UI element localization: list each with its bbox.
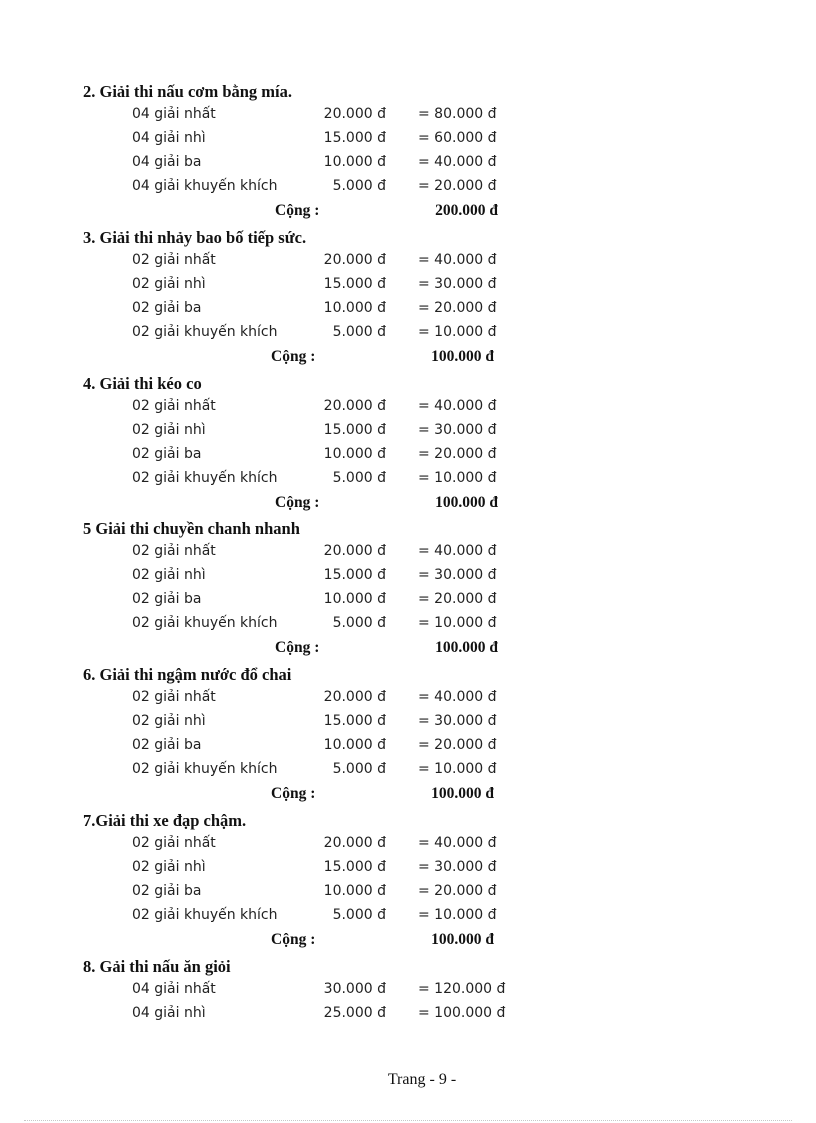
prize-unit-amount: 15.000 đ — [323, 422, 386, 438]
prize-subtotal: = 30.000 đ — [418, 859, 497, 875]
prize-subtotal: = 40.000 đ — [418, 689, 497, 705]
prize-label: 02 giải nhì — [132, 859, 206, 875]
prize-subtotal: = 40.000 đ — [418, 398, 497, 414]
prize-subtotal: = 20.000 đ — [418, 737, 497, 753]
prize-unit-amount: 10.000 đ — [323, 591, 386, 607]
prize-row — [0, 398, 816, 422]
prize-subtotal: = 30.000 đ — [418, 713, 497, 729]
prize-row — [0, 567, 816, 591]
prize-subtotal: = 40.000 đ — [418, 543, 497, 559]
prize-unit-amount: 15.000 đ — [323, 276, 386, 292]
prize-row — [0, 859, 816, 883]
prize-row — [0, 835, 816, 859]
prize-label: 04 giải nhất — [132, 981, 216, 997]
prize-unit-amount: 5.000 đ — [332, 470, 386, 486]
prize-unit-amount: 20.000 đ — [323, 543, 386, 559]
page-bottom-divider — [24, 1120, 792, 1121]
prize-label: 02 giải ba — [132, 883, 202, 899]
section-heading: 2. Giải thi nấu cơm bằng mía. — [83, 82, 292, 101]
prize-row — [0, 130, 816, 154]
total-value: 100.000 đ — [431, 348, 494, 365]
prize-subtotal: = 10.000 đ — [418, 761, 497, 777]
prize-label: 02 giải ba — [132, 300, 202, 316]
page-footer — [0, 1071, 816, 1089]
prize-label: 04 giải nhì — [132, 130, 206, 146]
prize-unit-amount: 20.000 đ — [323, 252, 386, 268]
prize-label: 02 giải nhì — [132, 567, 206, 583]
section-total — [0, 494, 816, 518]
prize-label: 02 giải nhất — [132, 398, 216, 414]
total-label: Cộng : — [271, 348, 316, 365]
section-heading: 8. Gải thi nấu ăn giỏi — [83, 957, 231, 976]
prize-unit-amount: 20.000 đ — [323, 835, 386, 851]
prize-subtotal: = 10.000 đ — [418, 907, 497, 923]
section-total — [0, 639, 816, 663]
prize-row — [0, 591, 816, 615]
prize-label: 04 giải khuyến khích — [132, 178, 278, 194]
prize-label: 02 giải ba — [132, 591, 202, 607]
prize-label: 02 giải nhất — [132, 835, 216, 851]
prize-row — [0, 324, 816, 348]
section-total — [0, 931, 816, 955]
prize-label: 02 giải khuyến khích — [132, 470, 278, 486]
total-label: Cộng : — [271, 931, 316, 948]
prize-row — [0, 252, 816, 276]
prize-label: 04 giải nhất — [132, 106, 216, 122]
prize-subtotal: = 10.000 đ — [418, 324, 497, 340]
prize-unit-amount: 15.000 đ — [323, 567, 386, 583]
prize-unit-amount: 20.000 đ — [323, 689, 386, 705]
prize-subtotal: = 20.000 đ — [418, 178, 497, 194]
prize-subtotal: = 60.000 đ — [418, 130, 497, 146]
prize-unit-amount: 15.000 đ — [323, 859, 386, 875]
prize-row — [0, 422, 816, 446]
prize-subtotal: = 30.000 đ — [418, 567, 497, 583]
prize-unit-amount: 5.000 đ — [332, 615, 386, 631]
prize-label: 04 giải nhì — [132, 1005, 206, 1021]
prize-row — [0, 689, 816, 713]
section-heading: 7.Giải thi xe đạp chậm. — [83, 811, 247, 830]
total-label: Cộng : — [271, 785, 316, 802]
section-heading: 4. Giải thi kéo co — [83, 374, 202, 393]
prize-row — [0, 883, 816, 907]
prize-unit-amount: 10.000 đ — [323, 154, 386, 170]
prize-subtotal: = 30.000 đ — [418, 276, 497, 292]
page-number: Trang - 9 - — [387, 1071, 457, 1088]
prize-subtotal: = 10.000 đ — [418, 615, 497, 631]
prize-label: 02 giải khuyến khích — [132, 907, 278, 923]
total-label: Cộng : — [275, 202, 320, 219]
prize-subtotal: = 20.000 đ — [418, 883, 497, 899]
prize-label: 02 giải khuyến khích — [132, 761, 278, 777]
prize-row — [0, 446, 816, 470]
prize-unit-amount: 25.000 đ — [323, 1005, 386, 1021]
prize-row — [0, 981, 816, 1005]
prize-subtotal: = 40.000 đ — [418, 835, 497, 851]
prize-subtotal: = 120.000 đ — [418, 981, 506, 997]
total-value: 100.000 đ — [435, 494, 498, 511]
prize-subtotal: = 10.000 đ — [418, 470, 497, 486]
prize-unit-amount: 10.000 đ — [323, 737, 386, 753]
prize-unit-amount: 20.000 đ — [323, 106, 386, 122]
prize-unit-amount: 10.000 đ — [323, 300, 386, 316]
prize-row — [0, 470, 816, 494]
prize-label: 02 giải khuyến khích — [132, 615, 278, 631]
prize-unit-amount: 5.000 đ — [332, 761, 386, 777]
prize-label: 02 giải nhất — [132, 689, 216, 705]
prize-unit-amount: 5.000 đ — [332, 324, 386, 340]
prize-row — [0, 543, 816, 567]
prize-row — [0, 737, 816, 761]
total-value: 100.000 đ — [435, 639, 498, 656]
prize-subtotal: = 20.000 đ — [418, 591, 497, 607]
section-heading: 3. Giải thi nhảy bao bố tiếp sức. — [83, 228, 307, 247]
prize-label: 02 giải khuyến khích — [132, 324, 278, 340]
prize-subtotal: = 20.000 đ — [418, 300, 497, 316]
total-value: 100.000 đ — [431, 785, 494, 802]
prize-label: 02 giải ba — [132, 737, 202, 753]
section-heading: 5 Giải thi chuyền chanh nhanh — [83, 519, 300, 538]
prize-subtotal: = 40.000 đ — [418, 252, 497, 268]
prize-row — [0, 300, 816, 324]
prize-unit-amount: 5.000 đ — [332, 178, 386, 194]
prize-row — [0, 907, 816, 931]
prize-subtotal: = 20.000 đ — [418, 446, 497, 462]
prize-label: 02 giải nhì — [132, 422, 206, 438]
prize-row — [0, 713, 816, 737]
total-label: Cộng : — [275, 494, 320, 511]
prize-label: 02 giải nhì — [132, 276, 206, 292]
prize-unit-amount: 15.000 đ — [323, 713, 386, 729]
total-value: 100.000 đ — [431, 931, 494, 948]
prize-row — [0, 178, 816, 202]
prize-subtotal: = 80.000 đ — [418, 106, 497, 122]
section-total — [0, 202, 816, 226]
prize-row — [0, 276, 816, 300]
prize-unit-amount: 10.000 đ — [323, 883, 386, 899]
prize-unit-amount: 15.000 đ — [323, 130, 386, 146]
prize-subtotal: = 40.000 đ — [418, 154, 497, 170]
prize-row — [0, 761, 816, 785]
prize-row — [0, 615, 816, 639]
prize-row — [0, 1005, 816, 1029]
section-total — [0, 785, 816, 809]
section-heading: 6. Giải thi ngậm nước đổ chai — [83, 665, 292, 684]
prize-unit-amount: 30.000 đ — [323, 981, 386, 997]
prize-subtotal: = 100.000 đ — [418, 1005, 506, 1021]
prize-row — [0, 106, 816, 130]
prize-label: 02 giải nhất — [132, 543, 216, 559]
prize-unit-amount: 20.000 đ — [323, 398, 386, 414]
prize-label: 04 giải ba — [132, 154, 202, 170]
section-total — [0, 348, 816, 372]
prize-unit-amount: 5.000 đ — [332, 907, 386, 923]
prize-unit-amount: 10.000 đ — [323, 446, 386, 462]
prize-subtotal: = 30.000 đ — [418, 422, 497, 438]
prize-label: 02 giải ba — [132, 446, 202, 462]
prize-label: 02 giải nhất — [132, 252, 216, 268]
prize-row — [0, 154, 816, 178]
prize-label: 02 giải nhì — [132, 713, 206, 729]
total-value: 200.000 đ — [435, 202, 498, 219]
total-label: Cộng : — [275, 639, 320, 656]
